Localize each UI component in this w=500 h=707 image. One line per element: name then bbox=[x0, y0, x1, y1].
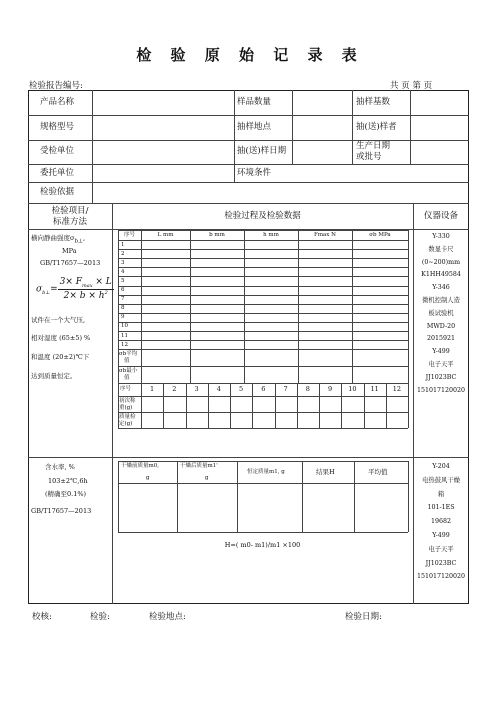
test1-cond3: 和温度 (20±2)℃下 bbox=[31, 353, 90, 361]
test1-row-number: 1 bbox=[121, 241, 125, 248]
test2-equipment-item: Y-499 bbox=[432, 532, 450, 539]
model-label: 规格型号 bbox=[40, 122, 75, 132]
test2-equipment-item: 151017120020 bbox=[416, 573, 466, 581]
test1-col-header: b mm bbox=[209, 232, 225, 238]
test1-cond2: 相对湿度 (65±5) % bbox=[31, 334, 91, 342]
product-name-label: 产品名称 bbox=[40, 97, 75, 107]
seq-number: 4 bbox=[216, 385, 221, 394]
test1-col-header: Fmax N bbox=[314, 232, 336, 238]
seq-number: 9 bbox=[328, 385, 333, 394]
avg-label: σb平均 bbox=[119, 351, 138, 358]
test1-equipment-item: MWD-20 bbox=[426, 322, 456, 330]
table-col-rule bbox=[141, 230, 142, 383]
test2-precision: (精确至0.1%) bbox=[45, 490, 87, 498]
table-col-rule bbox=[408, 230, 409, 428]
test1-row-number: 6 bbox=[121, 287, 125, 293]
test1-row-number: 8 bbox=[121, 305, 125, 312]
date-label: 检验日期: bbox=[345, 612, 382, 622]
table-col-rule bbox=[298, 230, 299, 383]
initial-mass-label-2: 重(g) bbox=[119, 405, 133, 412]
test2-formula: H=( m0- m1)/m1 ×100 bbox=[224, 541, 301, 549]
seq-number: 12 bbox=[392, 385, 402, 394]
test1-row-number: 3 bbox=[121, 259, 125, 266]
test1-equipment-item: Y-330 bbox=[432, 233, 450, 240]
test1-equipment-item: 板试验机 bbox=[428, 309, 454, 317]
seq-number: 5 bbox=[239, 385, 244, 394]
seq-number: 6 bbox=[261, 385, 266, 394]
env-label: 环境条件 bbox=[237, 168, 272, 178]
place-label: 检验地点: bbox=[149, 612, 186, 622]
prod-date-label: 生产日期 bbox=[356, 141, 391, 151]
table-rule bbox=[118, 396, 408, 397]
sampling-base-label: 抽样基数 bbox=[356, 97, 391, 107]
seq-number: 8 bbox=[305, 385, 310, 394]
test1-col-header: σb MPa bbox=[369, 232, 391, 238]
sample-qty-label: 样品数量 bbox=[237, 97, 272, 107]
test1-formula: $\sigma_{b\perp}=$ $\frac{3\times F_{max} \times L}{2\times b \times h^2}$ bbox=[36, 277, 112, 301]
test2-equipment-item: JJ1023BC bbox=[425, 559, 457, 567]
sampling-date-label: 抽(送)样日期 bbox=[237, 146, 287, 156]
test2-equipment-item: 电子天平 bbox=[428, 545, 454, 553]
seq-number: 7 bbox=[283, 385, 288, 394]
test1-equipment-item: 151017120020 bbox=[416, 386, 466, 394]
test1-row-number: 12 bbox=[121, 341, 128, 348]
initial-mass-label: 初次称 bbox=[119, 398, 136, 405]
test2-equipment-item: 101-1ES bbox=[427, 504, 455, 512]
test1-equipment-item: 电子天平 bbox=[428, 361, 454, 368]
test1-cond1: 试件在一个大气压, bbox=[31, 316, 86, 324]
seq-number: 11 bbox=[370, 385, 379, 394]
test2-cond: 103±2℃,6h bbox=[48, 477, 88, 485]
test1-equipment-item: Y-346 bbox=[432, 284, 450, 292]
item-header-2: 标准方法 bbox=[52, 217, 87, 227]
page-counter: 共 页 第 页 bbox=[390, 81, 433, 91]
test2-header-m0: 干燥前质量m0, bbox=[121, 463, 159, 469]
test1-equipment-item: K1HH49584 bbox=[421, 271, 461, 279]
test2-header-m1: 恒定质量m1, g bbox=[247, 469, 285, 475]
test1-row-number: 5 bbox=[121, 277, 125, 284]
document-title: 检 验 原 始 记 录 表 bbox=[136, 46, 364, 64]
test2-header-average: 平均值 bbox=[368, 468, 388, 476]
table-rule bbox=[118, 286, 408, 287]
test1-equipment-item: (0~200)mm bbox=[421, 258, 461, 266]
test1-unit: MPa bbox=[62, 247, 77, 255]
table-rule bbox=[118, 412, 408, 413]
table-rule bbox=[118, 267, 408, 268]
table-rule bbox=[118, 240, 408, 241]
test1-row-number: 2 bbox=[121, 250, 125, 257]
mass-check-label: 质量检 bbox=[119, 414, 136, 421]
seq-number: 3 bbox=[194, 385, 199, 394]
table-rule bbox=[118, 230, 408, 231]
test1-col-header: L mm bbox=[157, 232, 174, 238]
table-rule bbox=[118, 340, 408, 341]
test1-row-number: 4 bbox=[121, 268, 125, 275]
mass-check-label-2: 定(g) bbox=[119, 421, 133, 428]
test1-equipment-item: 微机控制人造 bbox=[422, 297, 460, 304]
test1-cond4: 达到质量恒定。 bbox=[31, 372, 77, 380]
test1-standard: GB/T17657—2013 bbox=[40, 259, 101, 267]
test2-equipment-item: 电热鼓风干燥 bbox=[422, 476, 460, 484]
table-col-rule bbox=[244, 230, 245, 383]
test1-equipment-item: Y-499 bbox=[432, 348, 450, 356]
test1-item: 横向静曲强度$\sigma_{b\perp}$, bbox=[31, 234, 86, 245]
prod-date-label-2: 或批号 bbox=[356, 152, 382, 162]
table-rule bbox=[118, 304, 408, 305]
client-label: 受检单位 bbox=[40, 146, 75, 156]
test1-col-header: 序号 bbox=[123, 232, 135, 238]
test1-equipment-item: 数显卡尺 bbox=[428, 245, 454, 253]
test1-equipment-item: 2015921 bbox=[426, 335, 456, 343]
basis-label: 检验依据 bbox=[40, 187, 75, 197]
table-rule bbox=[118, 322, 408, 323]
table-rule bbox=[118, 295, 408, 296]
sampling-place-label: 抽样地点 bbox=[237, 122, 272, 132]
test2-equipment-item: Y-204 bbox=[432, 463, 450, 470]
test1-row-number: 9 bbox=[121, 314, 125, 321]
avg-label-2: 值 bbox=[124, 358, 130, 365]
test1-col-header: h mm bbox=[263, 232, 279, 238]
min-label: σb最小 bbox=[119, 368, 138, 375]
test1-row-number: 7 bbox=[121, 296, 125, 303]
table-rule bbox=[118, 349, 408, 350]
item-header: 检验项目/ bbox=[51, 206, 89, 216]
test1-row-number: 11 bbox=[121, 332, 128, 339]
seq-number: 1 bbox=[150, 385, 155, 394]
min-label-2: 值 bbox=[124, 375, 130, 382]
table-rule bbox=[118, 331, 408, 332]
test1-row-number: 10 bbox=[121, 323, 128, 330]
test2-standard: GB/T17657—2013 bbox=[31, 507, 92, 515]
table-rule bbox=[118, 383, 408, 384]
table-rule bbox=[118, 276, 408, 277]
proofread-label: 校核: bbox=[32, 612, 52, 622]
table-rule bbox=[118, 366, 408, 367]
table-rule bbox=[118, 313, 408, 314]
sampler-label: 抽(送)样者 bbox=[356, 122, 397, 132]
test1-equipment-item: JJ1023BC bbox=[425, 373, 457, 381]
table-col-rule bbox=[190, 230, 191, 383]
table-rule bbox=[118, 258, 408, 259]
equipment-header: 仪器设备 bbox=[423, 211, 458, 221]
test2-equipment-item: 19682 bbox=[430, 518, 452, 526]
table-col-rule bbox=[352, 230, 353, 383]
table-rule bbox=[118, 249, 408, 250]
seq-number: 10 bbox=[348, 385, 357, 394]
test2-header-m1p: 干燥后质量m1' bbox=[180, 463, 218, 469]
report-number-label: 检验报告编号: bbox=[29, 81, 83, 91]
test2-header-result: 结果H bbox=[316, 468, 335, 476]
seq-number: 2 bbox=[172, 385, 177, 394]
test2-equipment-item: 箱 bbox=[437, 490, 445, 498]
test2-item: 含水率, % bbox=[45, 463, 75, 471]
table-rule bbox=[118, 428, 408, 429]
client-unit-label: 委托单位 bbox=[40, 168, 75, 178]
seq-label: 序号 bbox=[120, 386, 132, 393]
process-header: 检验过程及检验数据 bbox=[224, 211, 301, 221]
inspect-label: 检验: bbox=[90, 612, 110, 622]
